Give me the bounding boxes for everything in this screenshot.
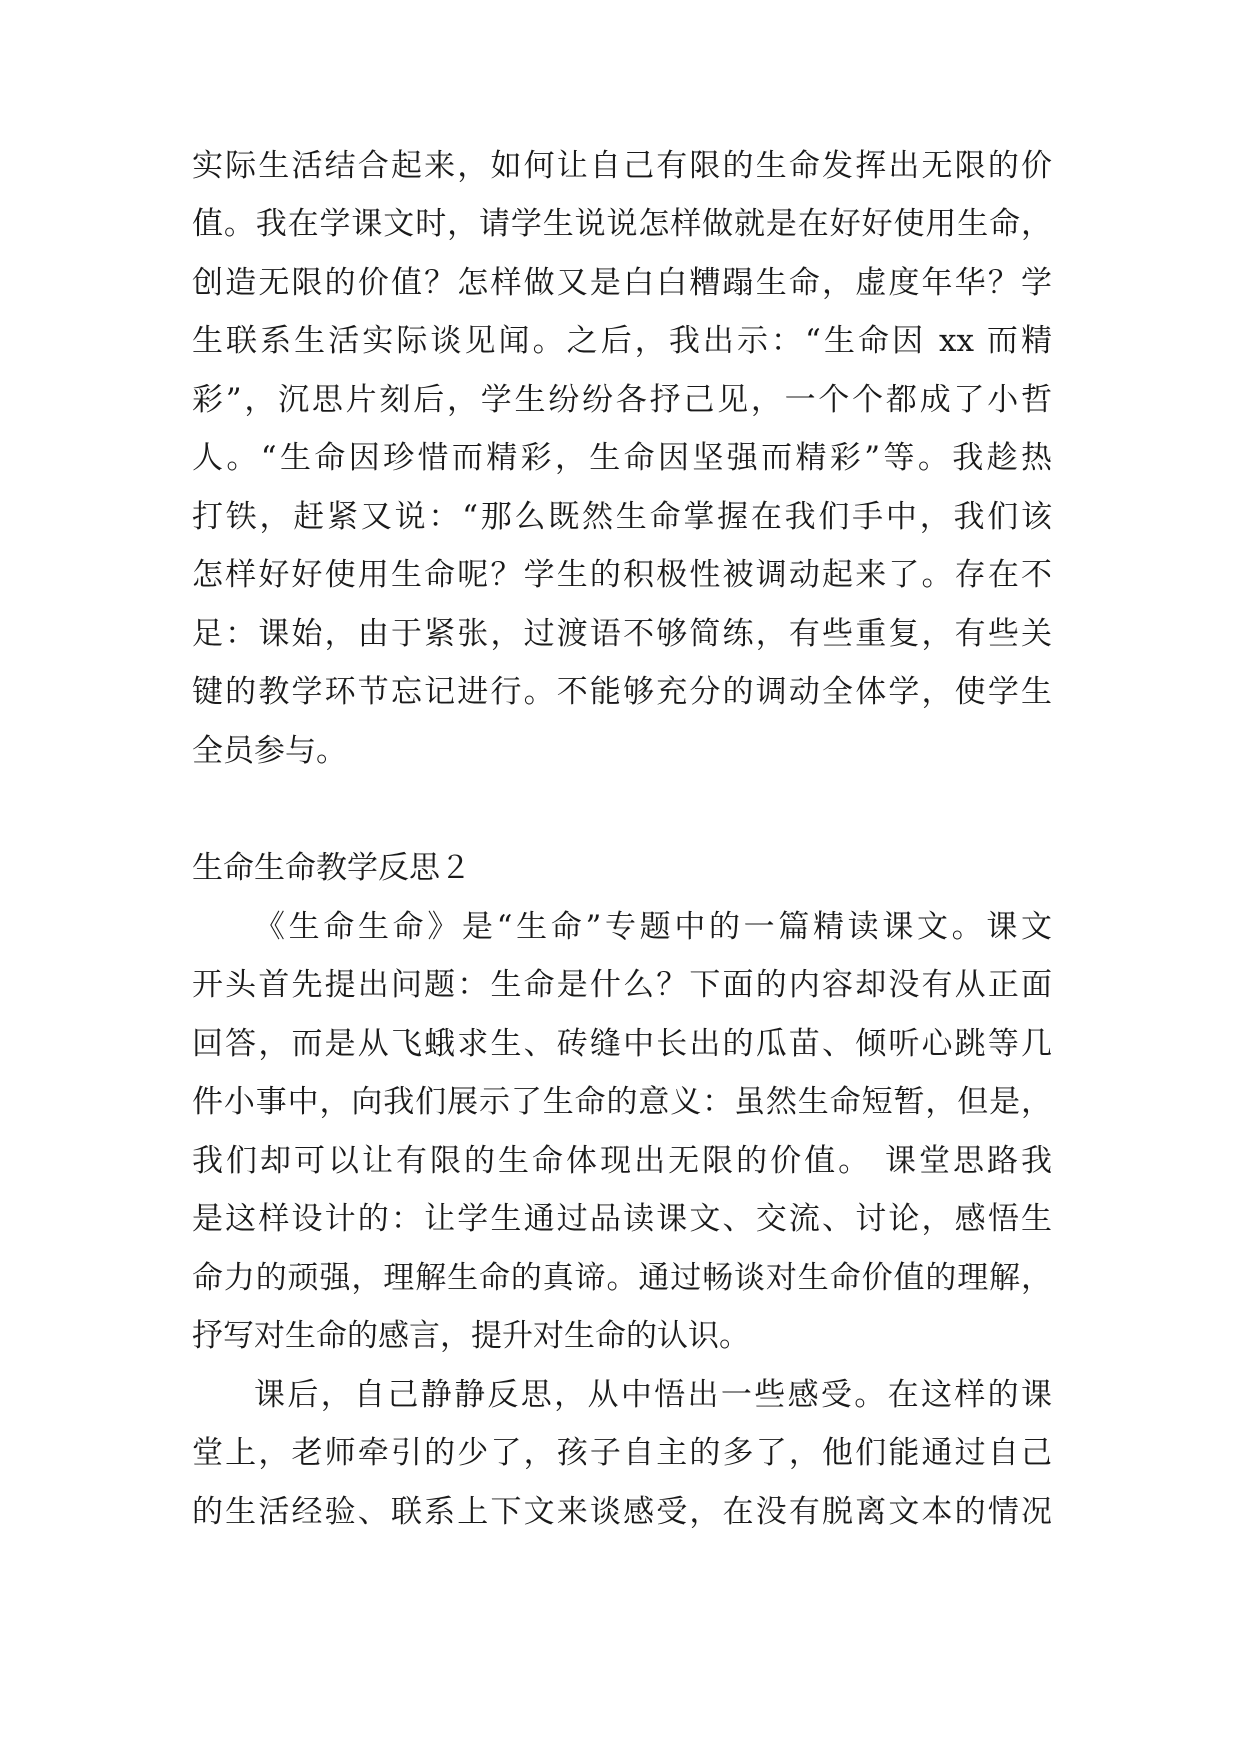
paragraph-line: 实际生活结合起来，如何让自己有限的生命发挥出无限的价 xyxy=(192,148,1052,184)
paragraph-line: 生联系生活实际谈见闻。之后，我出示：“生命因 xx 而精 xyxy=(192,323,1052,359)
paragraph-line: 命力的顽强，理解生命的真谛。通过畅谈对生命价值的理解， xyxy=(192,1260,1052,1296)
paragraph-line: 键的教学环节忘记进行。不能够充分的调动全体学，使学生 xyxy=(192,674,1052,710)
paragraph-line: 《生命生命》是“生命”专题中的一篇精读课文。课文 xyxy=(254,909,1052,945)
paragraph-line: 打铁，赶紧又说：“那么既然生命掌握在我们手中，我们该 xyxy=(192,499,1052,535)
paragraph-line: 的生活经验、联系上下文来谈感受，在没有脱离文本的情况 xyxy=(192,1494,1052,1530)
paragraph-line: 堂上，老师牵引的少了，孩子自主的多了，他们能通过自己 xyxy=(192,1435,1052,1471)
section-title: 生命生命教学反思２ xyxy=(192,850,471,886)
paragraph-line: 彩”，沉思片刻后，学生纷纷各抒己见，一个个都成了小哲 xyxy=(192,382,1052,418)
paragraph-line: 开头首先提出问题：生命是什么？下面的内容却没有从正面 xyxy=(192,967,1052,1003)
paragraph-line: 值。我在学课文时，请学生说说怎样做就是在好好使用生命， xyxy=(192,206,1052,242)
paragraph-line: 怎样好好使用生命呢？学生的积极性被调动起来了。存在不 xyxy=(192,557,1052,593)
paragraph-line: 我们却可以让有限的生命体现出无限的价值。 课堂思路我 xyxy=(192,1143,1052,1179)
paragraph-line: 人。“生命因珍惜而精彩，生命因坚强而精彩”等。我趁热 xyxy=(192,440,1052,476)
paragraph-line: 件小事中，向我们展示了生命的意义：虽然生命短暂，但是， xyxy=(192,1084,1052,1120)
paragraph-line: 抒写对生命的感言，提升对生命的认识。 xyxy=(192,1318,750,1354)
paragraph-line: 是这样设计的：让学生通过品读课文、交流、讨论，感悟生 xyxy=(192,1201,1052,1237)
paragraph-line: 课后，自己静静反思，从中悟出一些感受。在这样的课 xyxy=(254,1377,1052,1413)
paragraph-line: 足：课始，由于紧张，过渡语不够简练，有些重复，有些关 xyxy=(192,616,1052,652)
paragraph-line: 回答，而是从飞蛾求生、砖缝中长出的瓜苗、倾听心跳等几 xyxy=(192,1026,1052,1062)
paragraph-line: 创造无限的价值？怎样做又是白白糟蹋生命，虚度年华？学 xyxy=(192,265,1052,301)
paragraph-line: 全员参与。 xyxy=(192,733,347,769)
